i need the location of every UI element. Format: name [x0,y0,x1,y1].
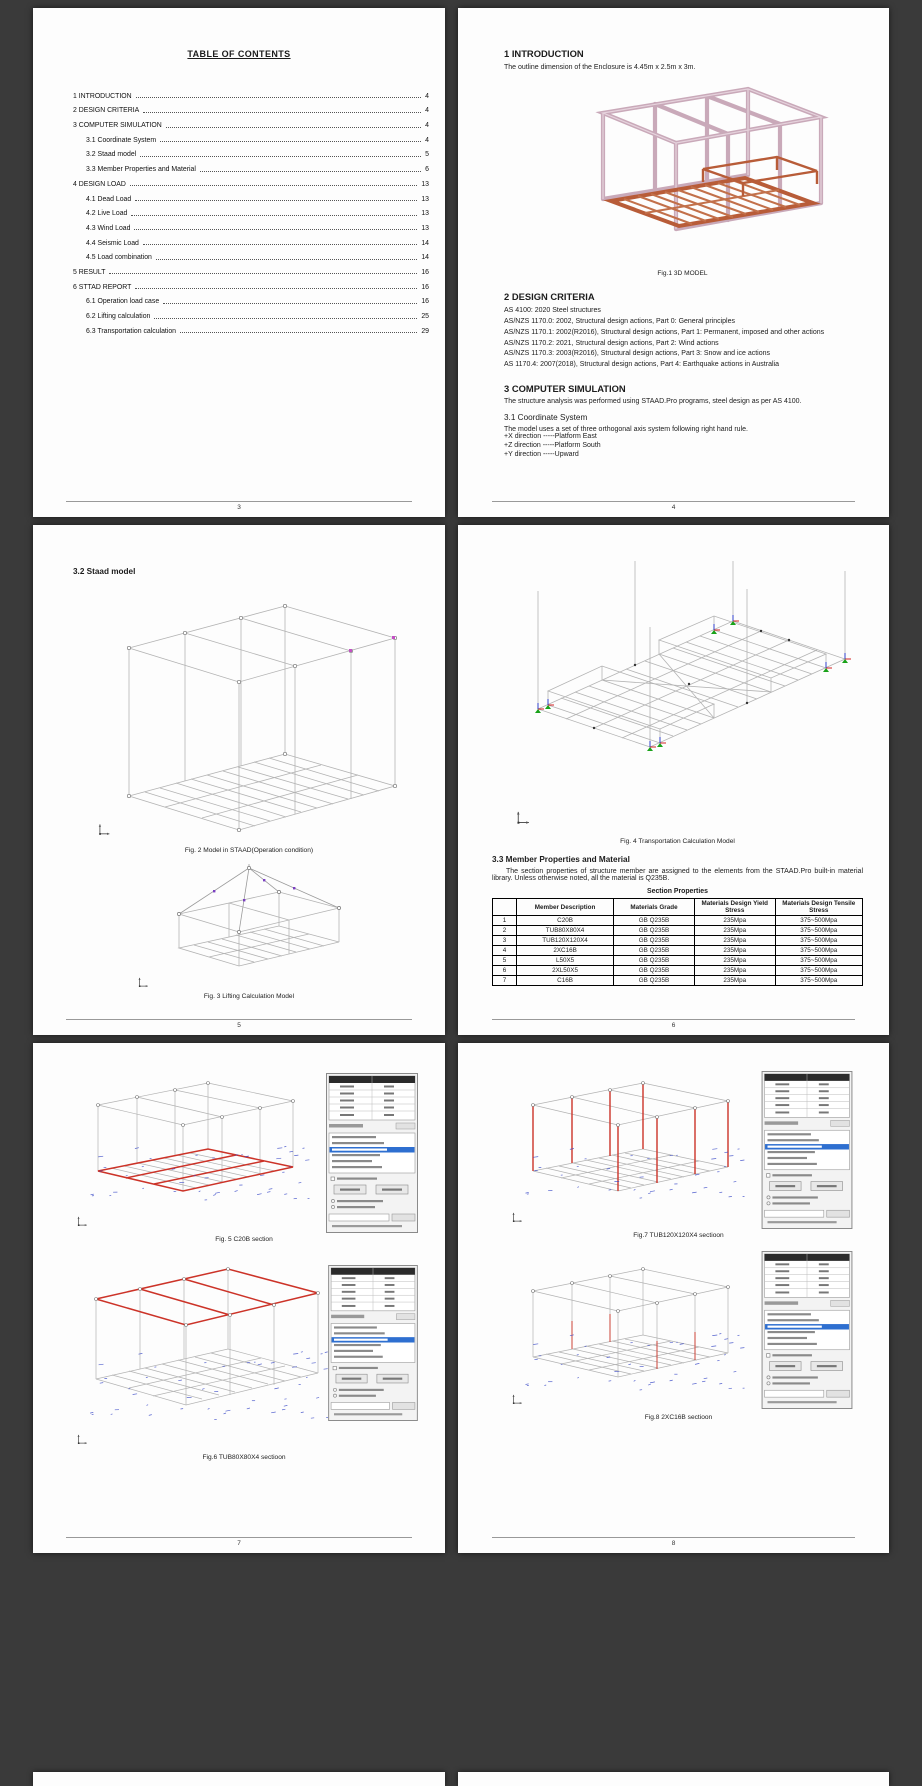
table-header-cell: Materials Design Tensile Stress [775,899,862,916]
toc-entry-page-number: 14 [421,254,429,262]
fig3-lifting-wireframe [129,862,369,992]
toc-entry-page-number: 4 [425,136,429,144]
toc-entry-label: 2 DESIGN CRITERIA [73,107,140,115]
toc-dot-leader [200,171,421,172]
toc-entry-page-number: 16 [421,298,429,306]
toc-dot-leader [143,112,421,113]
table-row [493,926,863,936]
toc-entry-page-number: 6 [425,166,429,174]
fig7-caption: Fig.7 TUB120X120X4 sectioon [633,1232,724,1239]
cell-index: 3 [493,936,517,946]
toc-entry [73,291,429,306]
coordinate-direction-line: +Z direction -----Platform South [504,441,601,449]
toc-entry-label: 6.2 Lifting calculation [86,313,151,320]
cell-tensile-stress: 375~500Mpa [775,956,862,966]
page-7-sections [33,1043,445,1553]
cell-yield-stress: 235Mpa [694,966,775,976]
toc-entry-label: 3.1 Coordinate System [86,136,157,144]
toc-entry-label: 6.3 Transportation calculation [86,327,177,335]
cell-index: 5 [493,956,517,966]
coordinate-direction-line: +X direction -----Platform East [504,433,597,441]
page-number-footer: 6 [492,1019,854,1029]
design-criteria-line: AS/NZS 1170.3: 2003(R2016), Structural design actions, Part 3: Snow and ice actions [504,350,771,358]
table-header-cell: Materials Grade [614,899,695,916]
toc-entry-label: 3.2 Staad model [86,151,137,159]
staad-property-dialog [327,1074,418,1233]
page-number-footer: 7 [66,1537,412,1547]
design-criteria-line: AS/NZS 1170.2: 2021, Structural design actions, Part 2: Wind actions [504,339,719,347]
heading-member-properties: 3.3 Member Properties and Material [492,855,630,864]
fig1-caption: Fig.1 3D MODEL [657,270,708,277]
toc-entry-page-number: 13 [421,195,429,203]
toc-title: TABLE OF CONTENTS [187,49,291,59]
cell-member-description: 2XL50X5 [517,966,614,976]
page-6-member-properties [458,525,889,1035]
toc-entry-label: 4 DESIGN LOAD [73,180,126,188]
toc-entry [73,129,429,144]
toc-entry-page-number: 16 [421,268,429,276]
cell-tensile-stress: 375~500Mpa [775,946,862,956]
toc-entry-page-number: 13 [421,210,429,218]
table-header-row [493,899,863,916]
toc-entry [73,158,429,173]
cell-tensile-stress: 375~500Mpa [775,936,862,946]
page-5-staad-model [33,525,445,1035]
fig3-caption: Fig. 3 Lifting Calculation Model [203,993,295,1000]
cell-yield-stress: 235Mpa [694,936,775,946]
page-4-introduction [458,8,889,517]
staad-property-dialog [762,1071,852,1228]
heading-introduction: 1 INTRODUCTION [504,48,584,59]
cell-member-description: C20B [517,916,614,926]
toc-entry-page-number: 4 [425,107,429,115]
section-properties-title: Section Properties [647,888,708,895]
toc-entry-label: 6.1 Operation load case [86,298,160,306]
table-header-cell [493,899,517,916]
design-criteria-line: AS 4100: 2020 Steel structures [504,307,601,314]
cell-index: 2 [493,926,517,936]
toc-dot-leader [154,318,417,319]
toc-dot-leader [134,229,417,230]
page-number-footer: 4 [492,501,854,511]
table-header-cell: Member Description [517,899,614,916]
toc-entry [73,203,429,218]
fig8-2xc16b-section-wireframe [503,1251,855,1413]
toc-entry-page-number: 5 [425,151,429,159]
toc-entry [73,232,429,247]
cell-index: 1 [493,916,517,926]
cell-yield-stress: 235Mpa [694,946,775,956]
toc-entry [73,173,429,188]
design-criteria-line: AS 1170.4: 2007(2018), Structural design actions, Part 4: Earthquake actions in Australia [504,361,779,369]
toc-entry-page-number: 16 [421,283,429,291]
coordinate-paragraph: The model uses a set of three orthogonal axis system following right hand rule. [504,426,748,434]
page-10-partial [458,1772,889,1786]
toc-dot-leader [143,244,417,245]
toc-dot-leader [136,97,422,98]
page-number-footer: 3 [66,501,412,511]
coordinate-direction-line: +Y direction -----Upward [504,450,579,458]
toc-entry-page-number: 14 [421,239,429,247]
toc-entry [73,114,429,129]
fig6-caption: Fig.6 TUB80X80X4 sectioon [202,1454,286,1461]
toc-entry [73,217,429,232]
cell-tensile-stress: 375~500Mpa [775,966,862,976]
toc-entry [73,100,429,115]
cell-yield-stress: 235Mpa [694,976,775,986]
fig6-tub80-section-wireframe [68,1253,420,1453]
toc-dot-leader [135,288,417,289]
staad-property-dialog [762,1251,852,1408]
cell-yield-stress: 235Mpa [694,916,775,926]
intro-paragraph: The outline dimension of the Enclosure is 4.45m x 2.5m x 3m. [504,64,696,71]
design-criteria-line: AS/NZS 1170.1: 2002(R2016), Structural design actions, Part 1: Permanent, imposed and other actions [504,328,825,336]
toc-entry-page-number: 13 [421,224,429,232]
heading-design-criteria: 2 DESIGN CRITERIA [504,291,595,302]
cell-materials-grade: GB Q235B [614,916,695,926]
fig4-caption: Fig. 4 Transportation Calculation Model [620,838,735,845]
table-row [493,946,863,956]
toc-entry-page-number: 13 [421,180,429,188]
cell-yield-stress: 235Mpa [694,926,775,936]
cell-member-description: TUB120X120X4 [517,936,614,946]
toc-entry-page-number: 4 [425,122,429,130]
cell-member-description: C16B [517,976,614,986]
cell-tensile-stress: 375~500Mpa [775,926,862,936]
cell-index: 4 [493,946,517,956]
fig5-caption: Fig. 5 C20B section [215,1236,273,1243]
toc-entry [73,305,429,320]
toc-entry-page-number: 29 [421,327,429,335]
toc-entry [73,261,429,276]
toc-entry [73,188,429,203]
fig1-3d-model-image [533,77,833,269]
cell-materials-grade: GB Q235B [614,976,695,986]
table-row [493,966,863,976]
toc-entry-label: 4.3 Wind Load [86,224,131,232]
toc-entry-label: 6 STTAD REPORT [73,283,132,291]
fig5-c20b-section-wireframe [68,1071,420,1235]
heading-coordinate-system: 3.1 Coordinate System [504,413,588,423]
fig2-staad-wireframe [89,586,409,846]
table-row [493,976,863,986]
toc-entry [73,247,429,262]
toc-dot-leader [160,141,421,142]
member-properties-paragraph: The section properties of structure member are assigned to the elements from the STAAD.Pro built-in material library. Unless otherwise noted, all the material is Q235B. [492,868,863,882]
page-number-footer: 8 [492,1537,854,1547]
cell-member-description: TUB80X80X4 [517,926,614,936]
cell-tensile-stress: 375~500Mpa [775,976,862,986]
table-header-cell: Materials Design Yield Stress [694,899,775,916]
toc-entry [73,85,429,100]
cell-index: 6 [493,966,517,976]
toc-entry-page-number: 25 [421,313,429,320]
fig4-transportation-wireframe [493,559,863,837]
design-criteria-list [504,306,861,371]
heading-computer-simulation: 3 COMPUTER SIMULATION [504,383,626,395]
fig7-tub120-section-wireframe [503,1071,855,1231]
toc-entry [73,320,429,335]
page-9-partial [33,1772,445,1786]
toc-dot-leader [163,303,417,304]
toc-dot-leader [109,273,417,274]
toc-entry-label: 3.3 Member Properties and Material [86,166,196,174]
toc-dot-leader [135,200,417,201]
fig2-caption: Fig. 2 Model in STAAD(Operation condition) [184,847,314,854]
fig8-caption: Fig.8 2XC16B sectioon [644,1414,713,1421]
toc-entry-page-number: 4 [425,92,429,100]
toc-entry-label: 4.1 Dead Load [86,195,132,203]
cell-member-description: L50X5 [517,956,614,966]
simulation-paragraph: The structure analysis was performed using STAAD.Pro programs, steel design as per AS 4100. [504,398,802,406]
cell-member-description: 2XC16B [517,946,614,956]
cell-materials-grade: GB Q235B [614,926,695,936]
toc-entry-label: 3 COMPUTER SIMULATION [73,122,162,130]
staad-property-dialog [329,1265,418,1420]
toc-dot-leader [180,332,417,333]
cell-materials-grade: GB Q235B [614,966,695,976]
toc-dot-leader [166,127,421,128]
cell-index: 7 [493,976,517,986]
design-criteria-line: AS/NZS 1170.0: 2002, Structural design actions, Part 0: General principles [504,317,735,325]
toc-entry-label: 5 RESULT [73,268,106,276]
coordinate-direction-list [504,433,861,459]
toc-dot-leader [130,185,417,186]
heading-staad-model: 3.2 Staad model [73,567,136,576]
toc-entry [73,276,429,291]
cell-materials-grade: GB Q235B [614,936,695,946]
table-row [493,936,863,946]
toc-entry-label: 4.4 Seismic Load [86,239,139,247]
page-3-toc [33,8,445,517]
cell-materials-grade: GB Q235B [614,946,695,956]
cell-tensile-stress: 375~500Mpa [775,916,862,926]
toc-list [73,85,429,335]
section-properties-table [492,898,863,986]
table-row [493,916,863,926]
table-row [493,956,863,966]
toc-entry [73,144,429,159]
cell-yield-stress: 235Mpa [694,956,775,966]
toc-entry-label: 4.2 Live Load [86,210,128,218]
toc-entry-label: 1 INTRODUCTION [73,92,132,100]
page-8-sections [458,1043,889,1553]
toc-dot-leader [131,215,417,216]
toc-entry-label: 4.5 Load combination [86,254,152,262]
cell-materials-grade: GB Q235B [614,956,695,966]
toc-dot-leader [156,259,417,260]
toc-dot-leader [140,156,421,157]
page-number-footer: 5 [66,1019,412,1029]
